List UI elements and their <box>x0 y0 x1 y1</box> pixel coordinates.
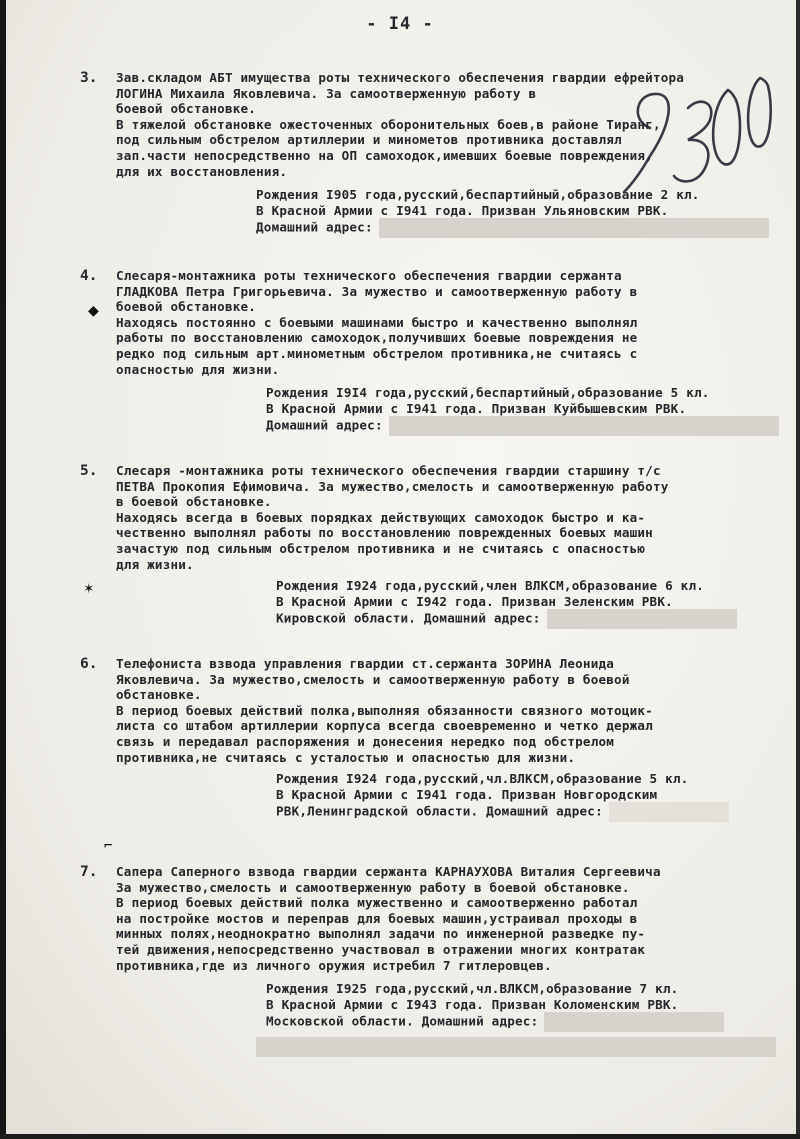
entry-text-line: ГЛАДКОВА Петра Григорьевича. За мужество и самоотверженную работу в <box>116 283 638 299</box>
entry-number: 5. <box>80 463 98 479</box>
page-number: - I4 - <box>366 14 434 34</box>
entry-number: 7. <box>80 864 98 880</box>
bio-line: Рождения I905 года,русский,беспартийный,образование 2 кл. <box>256 187 700 203</box>
entry-number: 3. <box>80 70 98 86</box>
entry-text-line: обстановке. <box>116 687 202 703</box>
entry-number: 6. <box>80 656 98 672</box>
entry-text-line: зап.части непосредственно на ОП самоходок,имевших боевые повреждения, <box>116 147 653 163</box>
bio-line: Рождения I924 года,русский,чл.ВЛКСМ,образование 5 кл. <box>276 771 689 787</box>
entry-text-line: Зав.складом АБТ имущества роты технического обеспечения гвардии ефрейтора <box>116 70 685 85</box>
redacted-address <box>389 416 779 436</box>
bio-line: Домашний адрес: <box>256 219 373 235</box>
entry-text-line: на постройке мостов и переправ для боевых машин,устраивал проходы в <box>116 910 638 926</box>
scan-speck: ⌐ <box>104 838 113 854</box>
bio-line: РВК,Ленинградской области. Домашний адрес: <box>276 803 603 819</box>
entry-text-line: В тяжелой обстановке ожесточенных оборонительных боев,в районе Тиранг, <box>116 116 661 132</box>
redacted-address <box>544 1012 724 1032</box>
bio-address-row <box>266 1012 776 1032</box>
redacted-address-continuation <box>256 1036 776 1057</box>
entry-text-line: связь и передавал распоряжения и донесения нередко под обстрелом <box>116 733 615 749</box>
scan-edge-left <box>0 0 6 1139</box>
bio-line: Домашний адрес: <box>266 417 383 433</box>
redacted-address <box>256 1037 776 1057</box>
entry-text-line: редко под сильным арт.минометным обстрелом противника,не считаясь с <box>116 345 638 361</box>
entry-text-line: в боевой обстановке. <box>116 494 272 510</box>
bio-line: В Красной Армии с I941 года. Призван Ульяновским РВК. <box>256 202 669 218</box>
redacted-address <box>609 802 729 822</box>
bio-address-row <box>276 609 776 629</box>
scan-edge-right <box>796 0 800 1139</box>
entry-text-line: противника,не считаясь с усталостью и опасностью для жизни. <box>116 749 576 765</box>
entry-text-line: Находясь постоянно с боевыми машинами быстро и качественно выполнял <box>116 314 638 330</box>
entry-text-line: ПЕТВА Прокопия Ефимовича. За мужество,смелость и самоотверженную работу <box>116 478 669 494</box>
entry-text-line: В период боевых действий полка,выполняя обязанности связного мотоцик- <box>116 702 653 718</box>
scan-edge-bottom <box>0 1134 800 1139</box>
entry-text-line: Слесаря-монтажника роты технического обеспечения гвардии сержанта <box>116 268 622 283</box>
entry-text-line: опасностью для жизни. <box>116 361 280 377</box>
entry-text-line: противника,где из личного оружия истребил 7 гитлеровцев. <box>116 957 552 973</box>
entry-text-line: тей движения,непосредственно участвовал в отражении многих контратак <box>116 941 646 957</box>
bio-address-row <box>256 218 776 238</box>
entry-text-line: Сапера Саперного взвода гвардии сержанта КАРНАУХОВА Виталия Сергеевича <box>116 864 661 879</box>
bio-line: В Красной Армии с I941 года. Призван Новгородским <box>276 786 658 802</box>
entry-text-line: боевой обстановке. <box>116 101 257 117</box>
entry-text-line: листа со штабом артиллерии корпуса всегда своевременно и четко держал <box>116 718 653 734</box>
entry-text-line: под сильным обстрелом артиллерии и минометов противника доставлял <box>116 132 622 148</box>
award-entry <box>80 268 776 436</box>
entry-text-line: В период боевых действий полка мужественно и самоотверженно работал <box>116 895 638 911</box>
award-entry <box>80 656 776 822</box>
entry-text-line: Телефониста взвода управления гвардии ст.сержанта ЗОРИНА Леонида <box>116 656 615 671</box>
bio-line: Московской области. Домашний адрес: <box>266 1013 539 1029</box>
bio-line: Рождения I9I4 года,русский,беспартийный,образование 5 кл. <box>266 385 710 401</box>
award-entry <box>80 864 776 1057</box>
bio-address-row <box>276 802 776 822</box>
bio-line: Рождения I924 года,русский,член ВЛКСМ,образование 6 кл. <box>276 578 705 594</box>
entry-number: 4. <box>80 268 98 284</box>
bio-line: В Красной Армии с I943 года. Призван Коломенским РВК. <box>266 996 679 1012</box>
entry-text-line: Яковлевича. За мужество,смелость и самоотверженную работу в боевой <box>116 671 630 687</box>
redacted-address <box>379 218 769 238</box>
award-entry <box>80 70 776 238</box>
bio-line: В Красной Армии с I942 года. Призван Зеленским РВК. <box>276 593 673 609</box>
bio-line: Рождения I925 года,русский,чл.ВЛКСМ,образование 7 кл. <box>266 981 679 997</box>
entry-text-line: За мужество,смелость и самоотверженную работу в боевой обстановке. <box>116 879 630 895</box>
entry-text-line: боевой обстановке. <box>116 299 257 315</box>
entry-text-line: работы по восстановлению самоходок,получивших боевые повреждения не <box>116 330 638 346</box>
award-entry <box>80 463 776 629</box>
bio-address-row <box>266 416 776 436</box>
entry-text-line: минных полях,неоднократно выполнял задачи по инженерной разведке пу- <box>116 926 646 942</box>
entry-text-line: ЛОГИНА Михаила Яковлевича. За самоотверженную работу в <box>116 85 537 101</box>
punch-hole-mark: ✶ <box>84 578 94 597</box>
entry-text-line: для жизни. <box>116 556 194 572</box>
redacted-address <box>547 609 737 629</box>
punch-hole-mark: ◆ <box>88 300 99 321</box>
bio-line: В Красной Армии с I941 года. Призван Куйбышевским РВК. <box>266 400 687 416</box>
entry-text-line: чественно выполнял работы по восстановлению поврежденных боевых машин <box>116 525 653 541</box>
entry-text-line: для их восстановления. <box>116 163 288 179</box>
entry-text-line: Слесаря -монтажника роты технического обеспечения гвардии старшину т/с <box>116 463 661 478</box>
entry-text-line: Находясь всегда в боевых порядках действующих самоходок быстро и ка- <box>116 509 646 525</box>
bio-line: Кировской области. Домашний адрес: <box>276 610 541 626</box>
entry-text-line: зачастую под сильным обстрелом противника и не считаясь с опасностью <box>116 540 646 556</box>
